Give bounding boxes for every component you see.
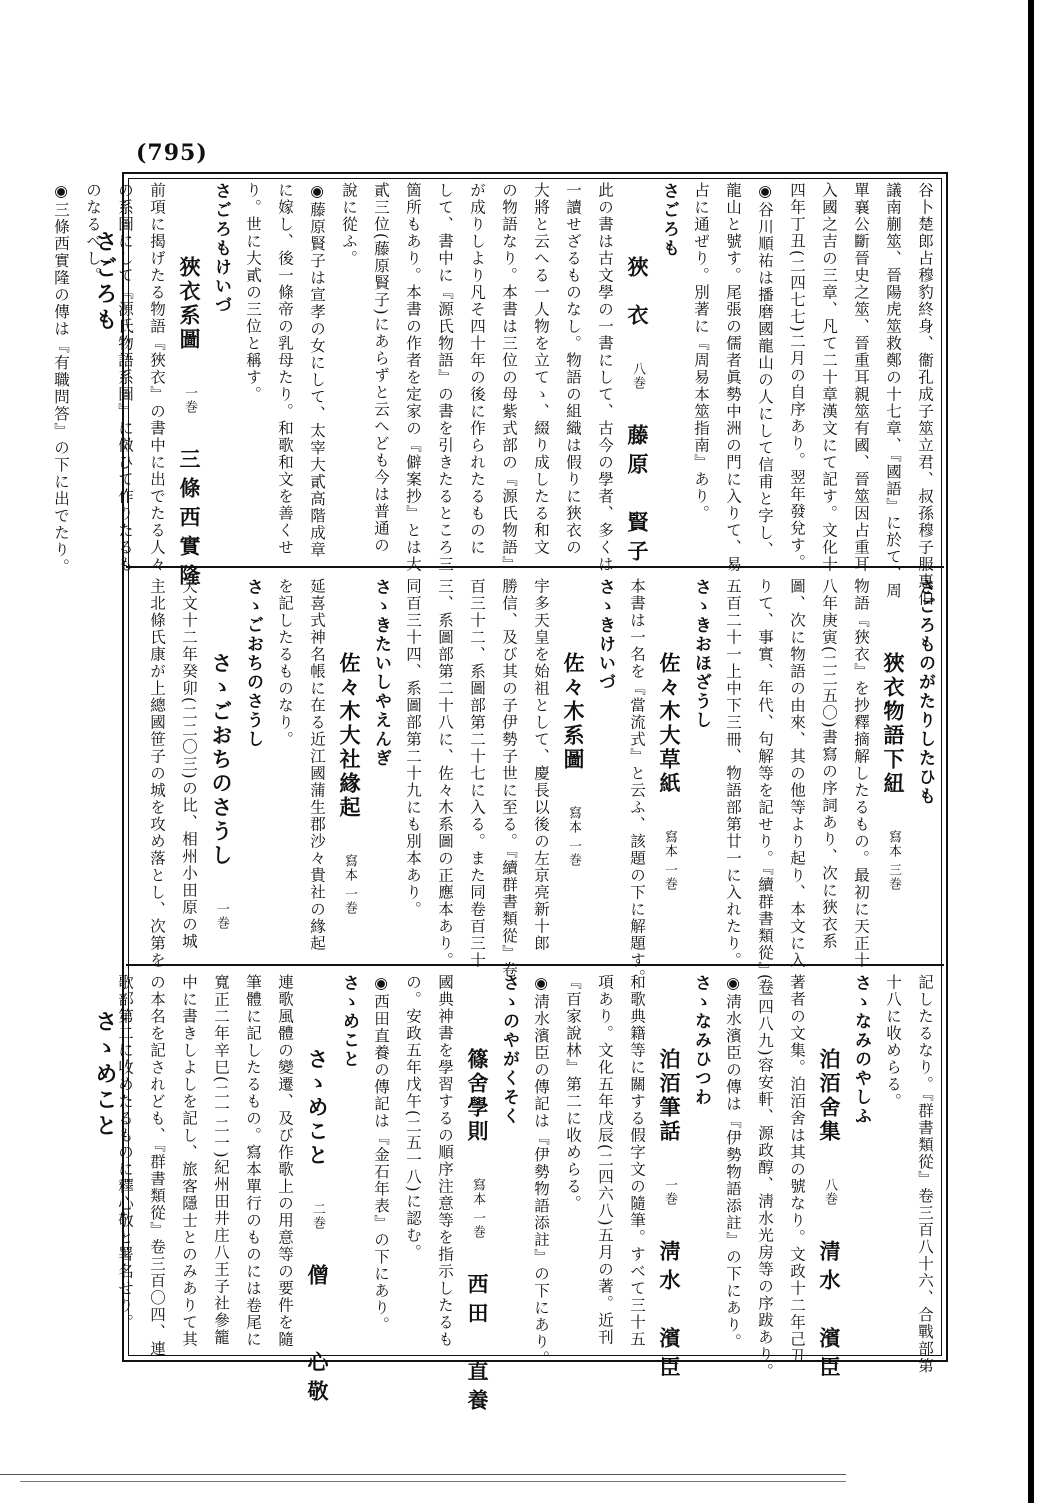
- text-column: の系圖にして『源氏物語系圖』に傚ひて作りたるも: [116, 182, 134, 573]
- band-divider-2: [126, 964, 944, 966]
- entry-title: 狹衣系圖: [177, 256, 202, 352]
- text-column: 記したるなり。『群書類從』卷三百八十六、合戰部第: [916, 974, 934, 1375]
- text-column: を記したるものなり。: [276, 578, 294, 748]
- author-name: 僧 心敬: [305, 1264, 330, 1409]
- text-column: 中に書きしよしを記し、旅客隱士とのみありて其: [180, 974, 198, 1348]
- text-column: (二四八九)容安軒、源政醇、淸水光房等の序跋あり。: [756, 974, 774, 1381]
- entry-title-row: [304, 974, 330, 1409]
- text-column: 主北條氏康が上總國笹子の城を攻め落とし、次第を: [148, 578, 166, 969]
- text-column: して、書中に『源氏物語』の書を引きたるところ三: [436, 182, 454, 573]
- volume-info: 二巻: [310, 1202, 325, 1230]
- text-column: の物語なり。本書は三位の母紫式部の『源氏物語』: [500, 182, 518, 573]
- running-head-top: さごろも: [92, 230, 118, 334]
- running-head-bottom: さゝめこと: [92, 1010, 118, 1140]
- text-column: ◉淸水濱臣の傳は『伊勢物語添註』の下にあり。: [724, 974, 742, 1351]
- volume-info: 寫本 一巻: [566, 806, 581, 868]
- text-column: 歌部第二に收めたるものに釋心敬と署名せり。: [116, 974, 134, 1331]
- entry-title-row: [464, 974, 490, 1419]
- text-column: 三、系圖部第二十八に、佐々木系圖の正應本あり。: [436, 578, 454, 969]
- author-name: 西田 直養: [465, 1273, 490, 1419]
- entry-title-row: [560, 578, 586, 948]
- author-name: 淸水 濱臣: [657, 1240, 682, 1385]
- text-column: 入國之吉の三章、凡て二十章漢文にて記す。文化十: [820, 182, 838, 573]
- entry-title: 佐々木大社緣起: [337, 652, 362, 820]
- entry-title: さゝごおちのさうし: [209, 652, 234, 868]
- entry-title: 狹 衣: [625, 256, 650, 328]
- entry-title: 狹衣物語下紐: [881, 652, 906, 796]
- text-column: 天文十二年癸卯(二二〇三)の比、相州小田原の城: [180, 578, 198, 951]
- text-column: 圖、次に物語の由來、其の他等より起り、本文に入: [788, 578, 806, 969]
- text-column: の本名を記されども、『群書類從』卷三百〇四、連: [148, 974, 166, 1358]
- text-column: 著者の文集。泊洦舍は其の號なり。文政十二年己丑: [788, 974, 806, 1365]
- text-column: ◉藤原賢子は宣孝の女にして、太宰大貳高階成章: [308, 182, 326, 559]
- text-column: 單襄公斷晉史之筮、晉重耳親筮有國、晉筮因占重耳: [852, 182, 870, 573]
- text-column: 谷卜楚郎占穆豹終身、衞孔成子筮立君、叔孫穆子服惠伯: [916, 182, 934, 607]
- text-column: 議南蒯筮、晉陽虎筮救鄭の十七章、『國語』に於て、周: [884, 182, 902, 600]
- entry-title-row: [208, 578, 234, 948]
- text-column: りて、事實、年代、句解等を記せり。『續群書類從』卷: [756, 578, 774, 996]
- text-column: 本書は一名を『當流式』と云ふ、該題の下に解題す。: [628, 578, 646, 986]
- headword: さゝごおちのさうし: [243, 578, 263, 749]
- entry-title-row: [624, 182, 650, 569]
- text-column: 占に通ぜり。別著に『周易本筮指南』あり。: [692, 182, 710, 522]
- headword: さごろもけいづ: [211, 182, 231, 315]
- text-column: に嫁し、後一條帝の乳母たり。和歌和文を善くせ: [276, 182, 294, 556]
- headword: さごろものがたりしたひも: [915, 578, 935, 806]
- text-column: 連歌風體の變遷、及び作歌上の用意等の要件を隨: [276, 974, 294, 1348]
- volume-info: 八巻: [630, 362, 645, 390]
- volume-info: 一巻: [182, 386, 197, 414]
- text-column: 此の書は古文學の一書にして、古今の學者、多くは: [596, 182, 614, 573]
- headword: さゝなみのやしふ: [851, 974, 871, 1126]
- entry-title-row: [656, 578, 682, 948]
- text-column: が成りしより凡そ四十年の後に作られたるものに: [468, 182, 486, 556]
- text-column: 八年庚寅(二二五〇)書寫の序詞あり、次に狹衣系: [820, 578, 838, 951]
- headword: さゝのやがくそく: [499, 974, 519, 1126]
- volume-info: 一巻: [214, 902, 229, 930]
- headword: さゝなみひつわ: [691, 974, 711, 1107]
- entry-title: 佐々木系圖: [561, 652, 586, 772]
- headword: さごろも: [659, 182, 679, 258]
- volume-info: 寫本 一巻: [342, 854, 357, 916]
- headword: さゝきたいしやえんぎ: [371, 578, 391, 768]
- text-column: 四年丁丑(二四七七)二月の自序あり。翌年發兌す。: [788, 182, 806, 572]
- volume-info: 一巻: [662, 1178, 677, 1206]
- text-column: 和歌典籍等に關する假字文の隨筆。すべて三十五: [628, 974, 646, 1348]
- text-column: 物語『狹衣』を抄釋摘解したるもの。最初に天正十: [852, 578, 870, 969]
- text-column: ◉三條西實隆の傳は『有職問答』の下に出でたり。: [52, 182, 70, 576]
- text-column: 同百三十四、系圖部第二十九にも別本あり。: [404, 578, 422, 918]
- entry-title: さゝめこと: [305, 1048, 330, 1168]
- text-column: の。安政五年戊午(二五一八)に認む。: [404, 974, 422, 1262]
- text-band-top: [52, 182, 938, 607]
- text-column: 延喜式神名帳に在る近江國蒲生郡沙々貴社の緣起: [308, 578, 326, 952]
- entry-title: 泊洦舍集: [817, 1048, 842, 1144]
- entry-title-row: [816, 974, 842, 1385]
- text-column: 五百二十一上中下三冊、物語部第廿一に入れたり。: [724, 578, 742, 969]
- text-column: 箇所もあり。本書の作者を定家の『僻案抄』とは大: [404, 182, 422, 573]
- text-column: 大將と云へる一人物を立てゝ、綴り成したる和文: [532, 182, 550, 556]
- bottom-rule: [0, 1474, 846, 1475]
- entry-title: 泊洦筆話: [657, 1048, 682, 1144]
- author-name: 藤原 賢子: [625, 424, 650, 569]
- bottom-rule-2: [20, 1481, 846, 1482]
- volume-info: 八巻: [822, 1178, 837, 1206]
- entry-title-row: [656, 974, 682, 1385]
- text-column: 一讀せざるものなし。物語の組織は假りに狹衣の: [564, 182, 582, 556]
- text-column: ◉谷川順祐は播磨國龍山の人にして信甫と字し、: [756, 182, 774, 559]
- text-column: 說に從ふ。: [340, 182, 358, 267]
- text-band-middle: [138, 578, 938, 996]
- headword: さゝきおほざうし: [691, 578, 711, 730]
- volume-info: 寫本 三巻: [886, 830, 901, 892]
- scan-edge-bar: [1028, 0, 1034, 1503]
- text-column: 國典神書を學習するの順序注意等を指示したるも: [436, 974, 454, 1348]
- headword: さゝめこと: [339, 974, 359, 1069]
- entry-title-row: [880, 578, 906, 948]
- text-column: 項あり。文化五年戊辰(二四六八)五月の著。近刊: [596, 974, 614, 1347]
- entry-title-row: [176, 182, 202, 593]
- text-column: 筆體に記したるもの。寫本單行のものには卷尾に: [244, 974, 262, 1348]
- text-column: 寬正二年辛巳(二一二一)紀州田井庄八王子社參籠: [212, 974, 230, 1347]
- text-column: 十八に收めらる。: [884, 974, 902, 1110]
- volume-info: 寫本 一巻: [470, 1178, 485, 1240]
- volume-info: 寫本 一巻: [662, 830, 677, 892]
- text-column: 前項に揭げたる物語『狹衣』の書中に出でたる人々: [148, 182, 166, 573]
- text-column: のなるべし。: [84, 182, 102, 284]
- author-name: 三條西實隆: [177, 448, 202, 593]
- text-column: 宇多天皇を始祖として、慶長以後の左京亮新十郎: [532, 578, 550, 952]
- text-column: ◉淸水濱臣の傳記は『伊勢物語添註』の下にあり。: [532, 974, 550, 1368]
- entry-title: 篠舍學則: [465, 1048, 490, 1144]
- entry-title: 佐々木大草紙: [657, 652, 682, 796]
- text-column: 貳三位(藤原賢子)にあらずと云へども今は普通の: [372, 182, 390, 555]
- headword: さゝきけいづ: [595, 578, 615, 692]
- entry-title-row: [336, 578, 362, 948]
- text-column: ◉西田直養の傳記は『金石年表』の下にあり。: [372, 974, 390, 1334]
- text-column: 勝信、及び其の子伊勢子世に至る。『續群書類從』卷: [500, 578, 518, 979]
- text-column: り。世に大貳の三位と稱す。: [244, 182, 262, 403]
- text-column: 『百家說林』第二に收めらる。: [564, 974, 582, 1212]
- author-name: 清水 濱臣: [817, 1240, 842, 1385]
- page-number: (795): [136, 140, 208, 166]
- text-band-bottom: [116, 974, 938, 1419]
- text-column: 龍山と號す。尾張の儒者眞勢中洲の門に入りて、易: [724, 182, 742, 573]
- text-column: 百三十二、系圖部第二十七に入る。また同卷百三十: [468, 578, 486, 969]
